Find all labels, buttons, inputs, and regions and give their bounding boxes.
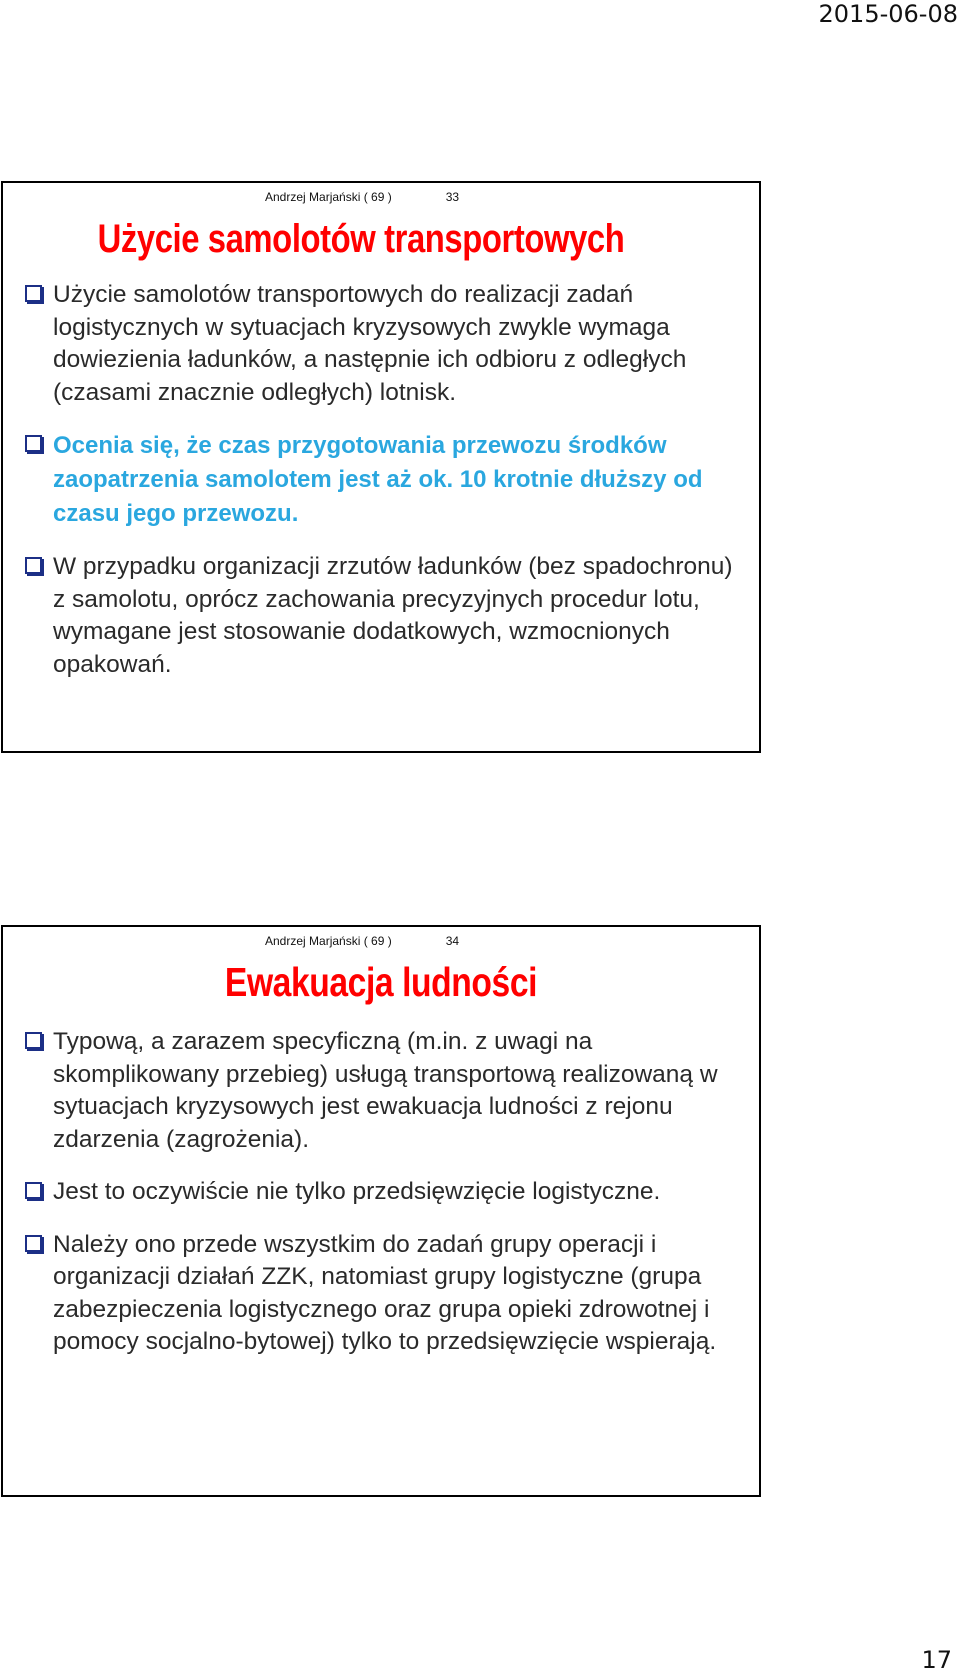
page-number: 17 [921, 1646, 952, 1674]
bullet-text: W przypadku organizacji zrzutów ładunków (bez spadochronu) z samolotu, oprócz zachowania precyzyjnych procedur lotu, wymagane jest stosowanie dodatkowych, wzmocnionych opakowań. [53, 553, 733, 678]
slide-title: Ewakuacja ludności [224, 959, 538, 1005]
bullet-item [25, 1176, 749, 1209]
bullet-item [25, 551, 749, 681]
slide-header [265, 190, 459, 204]
page-date: 2015-06-08 [818, 0, 958, 28]
checkbox-bullet-icon [25, 1235, 42, 1252]
bullet-list [25, 1026, 749, 1379]
bullet-item [25, 1229, 749, 1359]
bullet-text: Należy ono przede wszystkim do zadań grupy operacji i organizacji działań ZZK, natomiast grupy logistyczne (grupa zabezpieczenia logistycznego oraz grupa opieki zdrowotnej i pomocy socjalno-bytowej) tylko to przedsięwzięcie wspierają. [53, 1230, 717, 1355]
bullet-text: Użycie samolotów transportowych do realizacji zadań logistycznych w sytuacjach kryzysowych zwykle wymaga dowiezienia ładunków, a następnie ich odbioru z odległych (czasami znacznie odległych) lotnisk. [53, 281, 687, 406]
slide-number: 33 [445, 190, 460, 204]
slide-header [265, 934, 459, 948]
bullet-text: Ocenia się, że czas przygotowania przewozu środków zaopatrzenia samolotem jest aż ok. 10 krotnie dłuższy od czasu jego przewozu. [53, 432, 703, 527]
checkbox-bullet-icon [25, 435, 42, 452]
bullet-item-highlight [25, 429, 749, 531]
bullet-text: Jest to oczywiście nie tylko przedsięwzięcie logistyczne. [53, 1178, 661, 1205]
checkbox-bullet-icon [25, 1182, 42, 1199]
slide-title: Użycie samolotów transportowych [97, 217, 625, 261]
slide-33 [1, 181, 761, 753]
slide-author: Andrzej Marjański ( 69 ) [265, 934, 392, 948]
slide-author: Andrzej Marjański ( 69 ) [265, 190, 392, 204]
checkbox-bullet-icon [25, 1032, 42, 1049]
bullet-item [25, 279, 749, 409]
bullet-list [25, 279, 749, 701]
bullet-text: Typową, a zarazem specyficzną (m.in. z uwagi na skomplikowany przebieg) usługą transportową realizowaną w sytuacjach kryzysowych jest ewakuacja ludności z rejonu zdarzenia (zagrożenia). [53, 1028, 718, 1153]
slide-34 [1, 925, 761, 1497]
slide-number: 34 [445, 934, 460, 948]
checkbox-bullet-icon [25, 557, 42, 574]
bullet-item [25, 1026, 749, 1156]
checkbox-bullet-icon [25, 285, 42, 302]
